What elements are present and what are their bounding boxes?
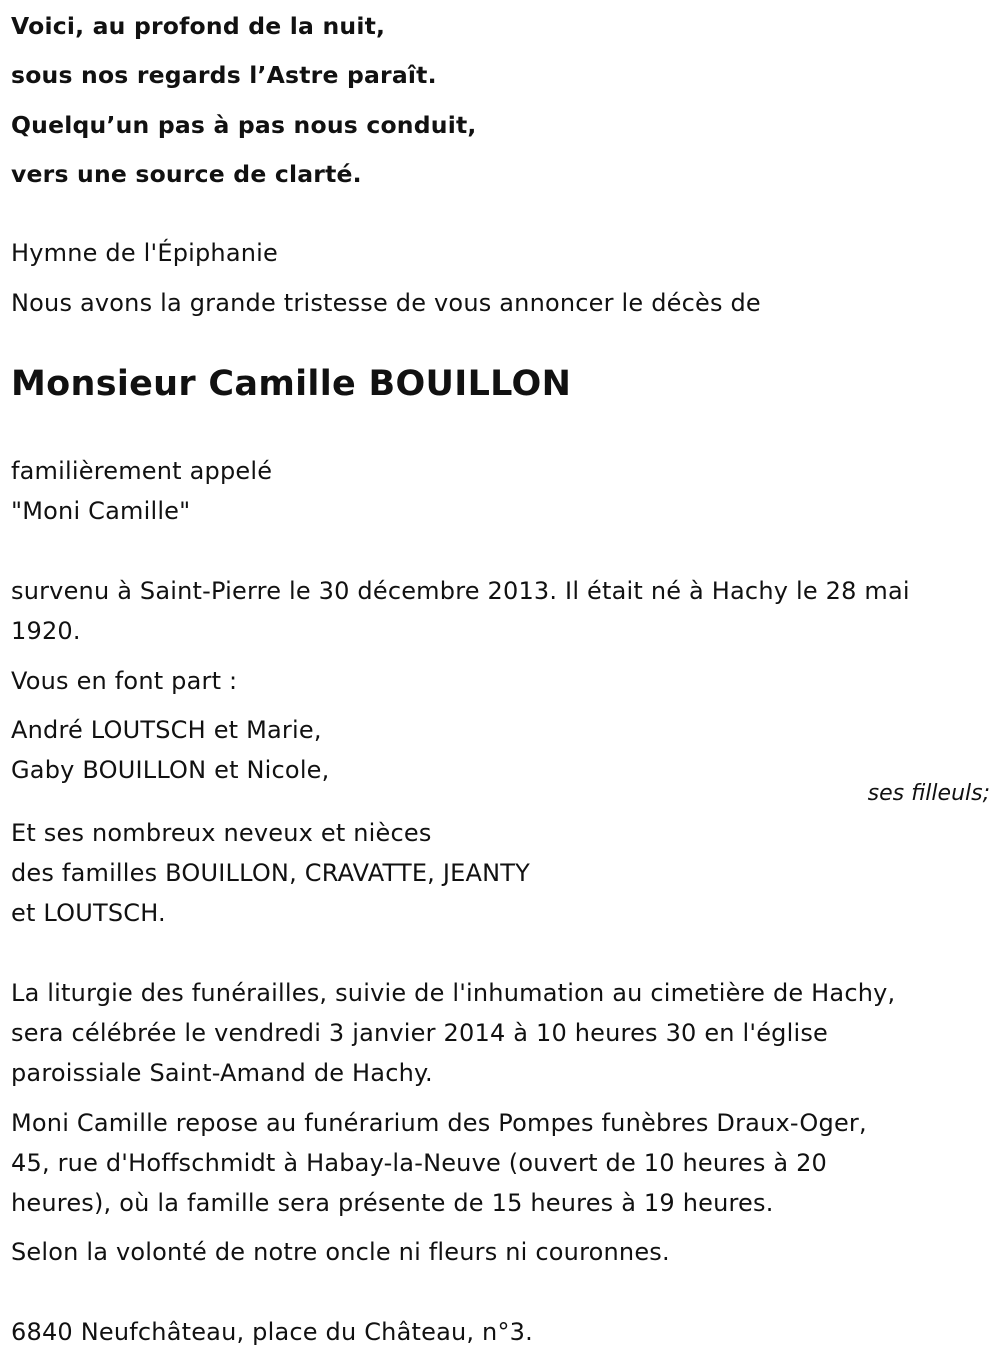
godchildren-label: ses filleuls; [867,781,990,806]
funeral-line: sera célébrée le vendredi 3 janvier 2014 à 10 heures 30 en l'église [11,1019,829,1047]
deceased-name: Monsieur Camille BOUILLON [11,364,572,404]
poem-line: vers une source de clarté. [11,160,362,188]
death-birth-line: 1920. [11,617,81,645]
family-address: 6840 Neufchâteau, place du Château, n°3. [11,1318,533,1346]
relatives-line: des familles BOUILLON, CRAVATTE, JEANTY [11,859,530,887]
repose-line: Moni Camille repose au funérarium des Pompes funèbres Draux-Oger, [11,1109,867,1137]
funeral-line: paroissiale Saint-Amand de Hachy. [11,1059,433,1087]
godchild-entry: Gaby BOUILLON et Nicole, [11,756,330,784]
nickname: "Moni Camille" [11,497,191,525]
announcers-intro: Vous en font part : [11,667,238,695]
repose-line: heures), où la famille sera présente de 15 heures à 19 heures. [11,1189,774,1217]
godchild-entry: André LOUTSCH et Marie, [11,716,322,744]
repose-line: 45, rue d'Hoffschmidt à Habay-la-Neuve (ouvert de 10 heures à 20 [11,1149,828,1177]
poem-line: Quelqu’un pas à pas nous conduit, [11,111,477,139]
poem-line: sous nos regards l’Astre paraît. [11,61,437,89]
funeral-line: La liturgie des funérailles, suivie de l'inhumation au cimetière de Hachy, [11,979,896,1007]
flowers-notice: Selon la volonté de notre oncle ni fleurs ni couronnes. [11,1238,670,1266]
poem-line: Voici, au profond de la nuit, [11,12,386,40]
relatives-line: Et ses nombreux neveux et nièces [11,819,432,847]
nickname-intro: familièrement appelé [11,457,273,485]
hymn-source: Hymne de l'Épiphanie [11,239,278,267]
death-birth-line: survenu à Saint-Pierre le 30 décembre 2013. Il était né à Hachy le 28 mai [11,577,910,605]
relatives-line: et LOUTSCH. [11,899,166,927]
announcement-text: Nous avons la grande tristesse de vous annoncer le décès de [11,289,761,317]
